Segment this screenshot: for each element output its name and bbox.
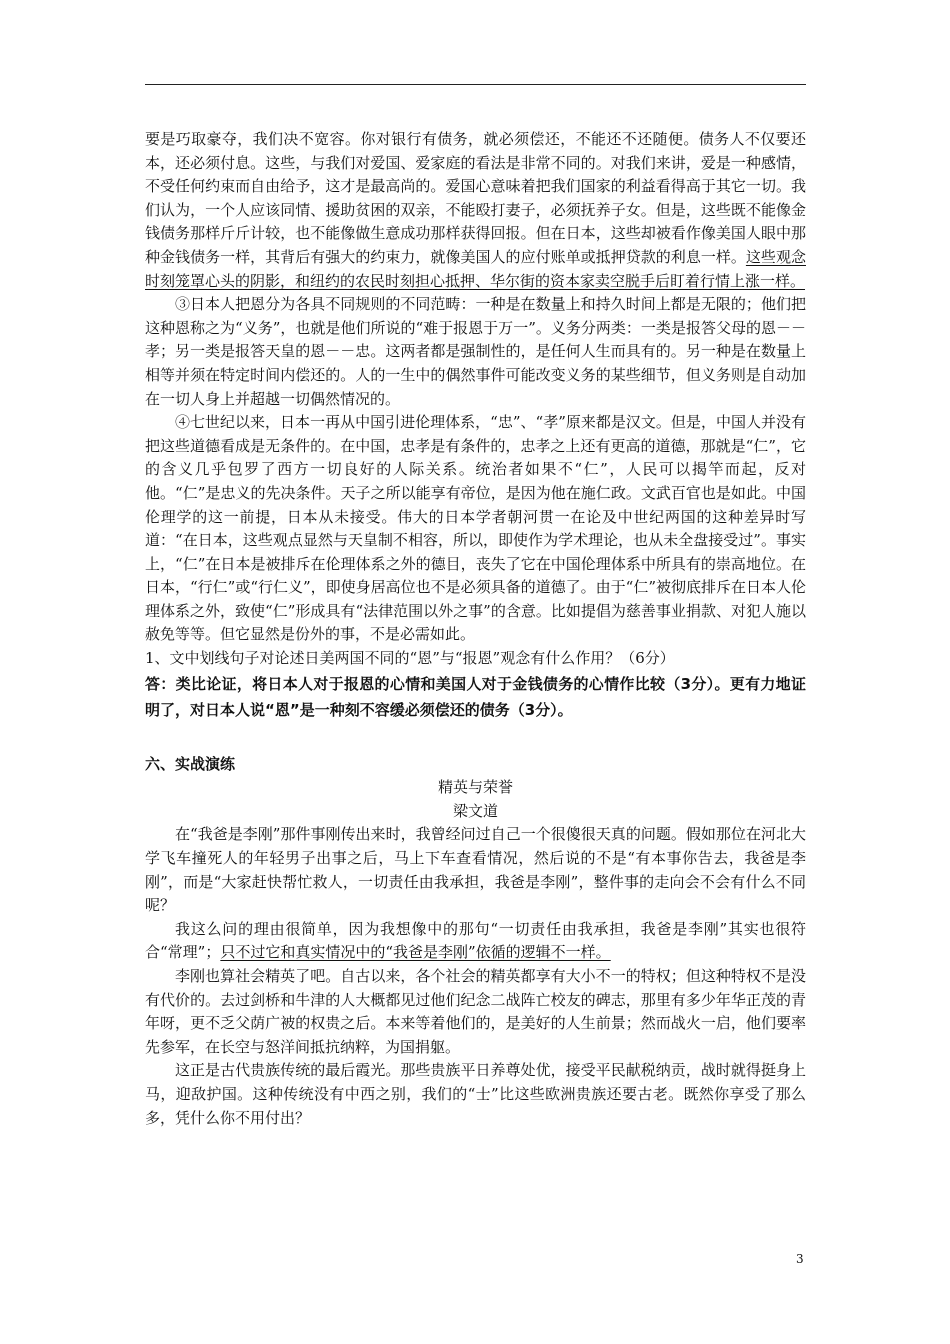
header-rule	[145, 84, 806, 85]
article-paragraph-4: 这正是古代贵族传统的最后霞光。那些贵族平日养尊处优，接受平民献税纳贡，战时就得挺身上马，迎敌护国。这种传统没有中西之别，我们的“士”比这些欧洲贵族还要古老。既然你享受了那么多，凭什么你不用付出？	[145, 1061, 806, 1127]
article-paragraph-3: 李刚也算社会精英了吧。自古以来，各个社会的精英都享有大小不一的特权；但这种特权不是没有代价的。去过剑桥和牛津的人大概都见过他们纪念二战阵亡校友的碑志，那里有多少年华正茂的青年呀，更不乏父荫广被的权贵之后。本来等着他们的，是美好的人生前景；然而战火一启，他们要率先参军，在长空与怒洋间抵抗纳粹，为国捐躯。	[145, 967, 806, 1056]
article-author: 梁文道	[452, 801, 498, 820]
underlined-sentence: 只不过它和真实情况中的“我爸是李刚”依循的逻辑不一样。	[220, 943, 611, 962]
paragraph-text: 要是巧取豪夺，我们决不宽容。你对银行有债务，就必须偿还，不能还不还随便。债务人不仅要还本，还必须付息。这些，与我们对爱国、爱家庭的看法是非常不同的。对我们来讲，爱是一种感情，不受任何约束而自由给予，这才是最高尚的。爱国心意味着把我们国家的利益看得高于其它一切。我们认为，一个人应该同情、援助贫困的双亲，不能殴打妻子，必须抚养子女。但是，这些既不能像金钱债务那样斤斤计较，也不能像做生意成功那样获得回报。但在日本，这些却被看作像美国人眼中那种金钱债务一样，其背后有强大的约束力，就像美国人的应付账单或抵押贷款的利息一样。	[145, 130, 806, 266]
paragraph-3: ③日本人把恩分为各具不同规则的不同范畴：一种是在数量上和持久时间上都是无限的；他们把这种恩称之为“义务”，也就是他们所说的“难于报恩于万一”。义务分两类：一类是报答父母的恩－－孝；另一类是报答天皇的恩－－忠。这两者都是强制性的，是任何人生而具有的。另一种是在数量上相等并须在特定时间内偿还的。人的一生中的偶然事件可能改变义务的某些细节，但义务则是自动加在一切人身上并超越一切偶然情况的。	[145, 295, 806, 408]
article-paragraph-1: 在“我爸是李刚”那件事刚传出来时，我曾经问过自己一个很傻很天真的问题。假如那位在河北大学飞车撞死人的年轻男子出事之后，马上下车查看情况，然后说的不是“有本事你告去，我爸是李刚”，而是“大家赶快帮忙救人，一切责任由我承担，我爸是李刚”，整件事的走向会不会有什么不同呢？	[145, 825, 806, 915]
spacer	[145, 723, 806, 753]
underlined-sentence: 这些观念时刻笼罩心头的阴影，和纽约的农民时刻担心抵押、华尔街的资本家卖空脱手后盯着行情上涨一样。	[145, 247, 806, 290]
section-heading: 六、实战演练	[145, 754, 236, 773]
article-paragraph-2	[145, 918, 806, 965]
answer-1: 答：类比论证，将日本人对于报恩的心情和美国人对于金钱债务的心情作比较（3分）。更有力地证明了，对日本人说“恩”是一种刻不容缓必须偿还的债务（3分）。	[145, 674, 806, 719]
paragraph-text: 我这么问的理由很简单，因为我想像中的那句“一切责任由我承担，我爸是李刚”其实也很符合“常理”；	[145, 919, 806, 962]
article-title: 精英与荣誉	[437, 778, 513, 797]
paragraph-4: ④七世纪以来，日本一再从中国引进伦理体系，“忠”、“孝”原来都是汉文。但是，中国人并没有把这些道德看成是无条件的。在中国，忠孝是有条件的，忠孝之上还有更高的道德，那就是“仁”，它的含义几乎包罗了西方一切良好的人际关系。统治者如果不“仁”，人民可以揭竿而起，反对他。“仁”是忠义的先决条件。天子之所以能享有帝位，是因为他在施仁政。文武百官也是如此。中国伦理学的这一前提，日本从未接受。伟大的日本学者朝河贯一在论及中世纪两国的这种差异时写道：“在日本，这些观点显然与天皇制不相容，所以，即使作为学术理论，也从未全盘接受过”。事实上，“仁”在日本是被排斥在伦理体系之外的德目，丧失了它在中国伦理体系中所具有的崇高地位。在日本，“行仁”或“行仁义”，即使身居高位也不是必须具备的道德了。由于“仁”被彻底排斥在日本人伦理体系之外，致使“仁”形成具有“法律范围以外之事”的含意。比如提倡为慈善事业捐款、对犯人施以赦免等等。但它显然是份外的事，不是必需如此。	[145, 413, 807, 644]
page-number: 3	[796, 1252, 804, 1266]
paragraph-continued	[145, 128, 806, 293]
page-body	[145, 128, 806, 1130]
question-1: 1、文中划线句子对论述日美两国不同的“恩”与“报恩”观念有什么作用？（6分）	[145, 649, 675, 668]
